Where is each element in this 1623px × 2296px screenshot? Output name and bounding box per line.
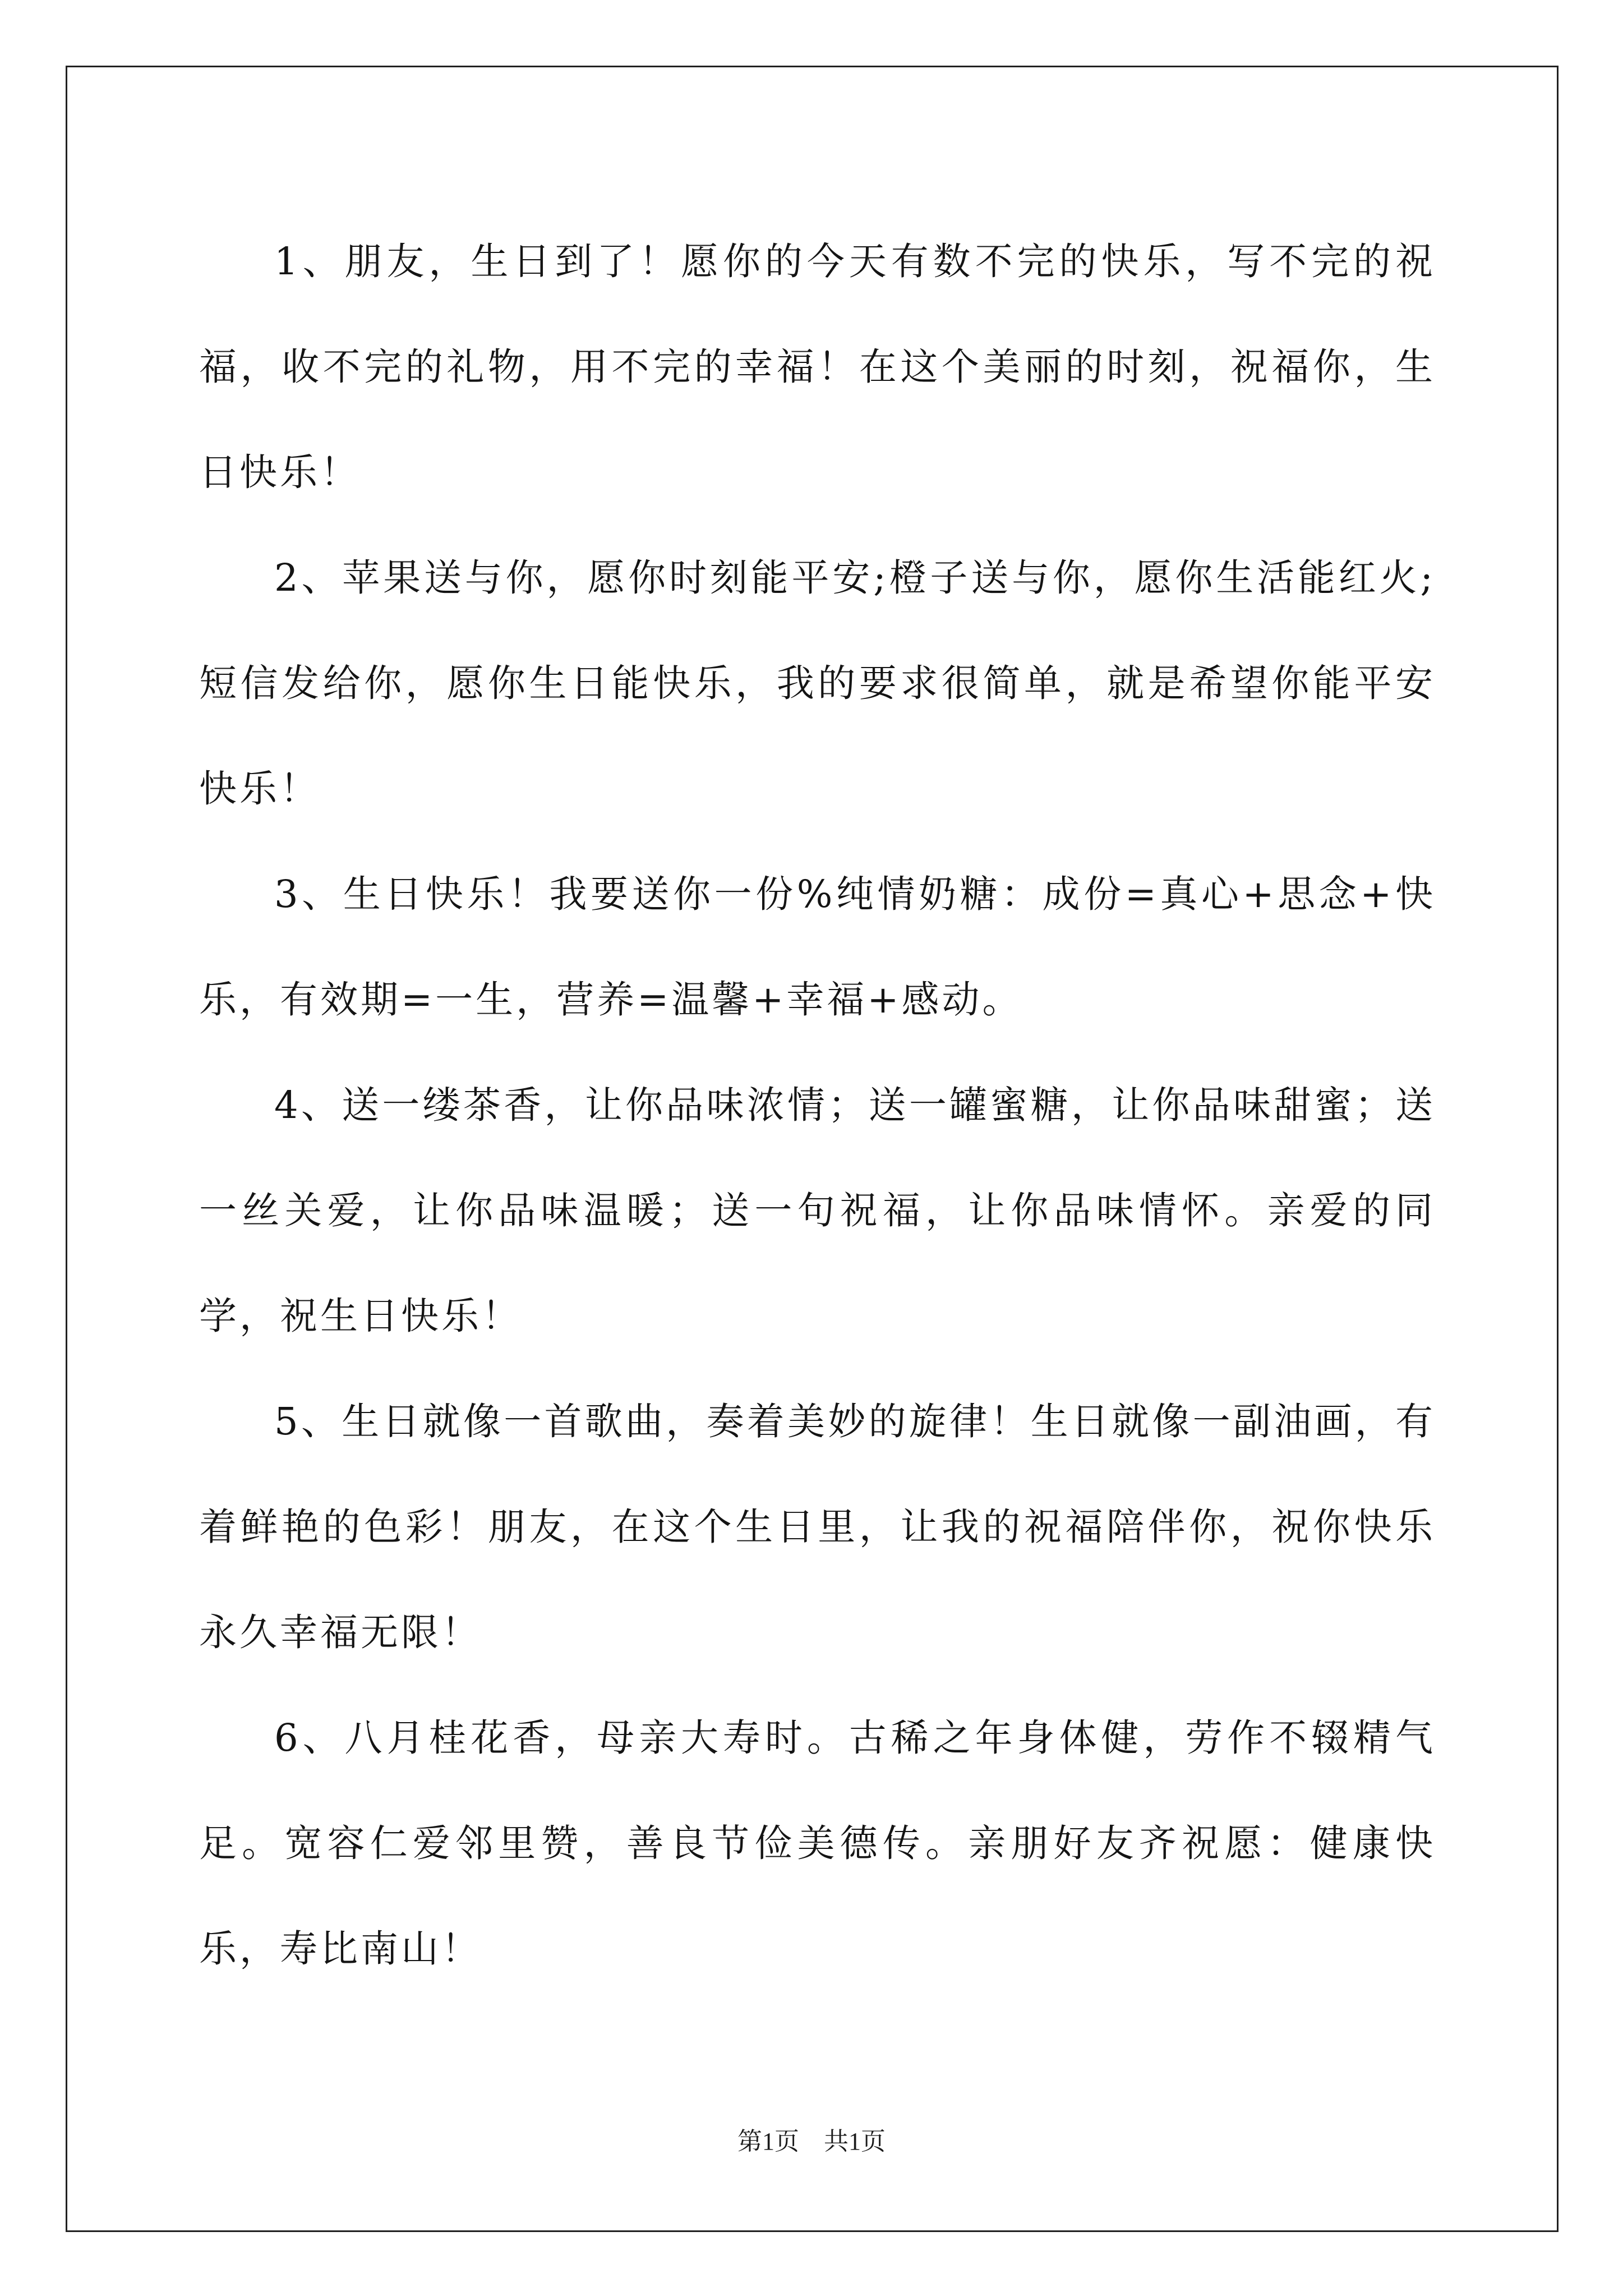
paragraph-2: 2、苹果送与你，愿你时刻能平安;橙子送与你，愿你生活能红火;短信发给你，愿你生日能快乐，我的要求很简单，就是希望你能平安快乐！ (199, 556, 1436, 811)
page-number-footer: 第1页 共1页 (737, 2128, 886, 2155)
document-body (199, 209, 1436, 2001)
paragraph-4: 4、送一缕茶香，让你品味浓情；送一罐蜜糖，让你品味甜蜜；送一丝关爱，让你品味温暖；送一句祝福，让你品味情怀。亲爱的同学，祝生日快乐！ (199, 1083, 1436, 1338)
paragraph-5: 5、生日就像一首歌曲，奏着美妙的旋律！生日就像一副油画，有着鲜艳的色彩！朋友，在这个生日里，让我的祝福陪伴你，祝你快乐永久幸福无限！ (199, 1400, 1436, 1654)
paragraph-3: 3、生日快乐！我要送你一份%纯情奶糖：成份=真心+思念+快乐，有效期=一生，营养=温馨+幸福+感动。 (199, 872, 1436, 1022)
paragraph-1: 1、朋友，生日到了！愿你的今天有数不完的快乐，写不完的祝福，收不完的礼物，用不完的幸福！在这个美丽的时刻，祝福你，生日快乐！ (199, 240, 1436, 494)
paragraph-6: 6、八月桂花香，母亲大寿时。古稀之年身体健，劳作不辍精气足。宽容仁爱邻里赞，善良节俭美德传。亲朋好友齐祝愿：健康快乐，寿比南山！ (199, 1716, 1436, 1971)
